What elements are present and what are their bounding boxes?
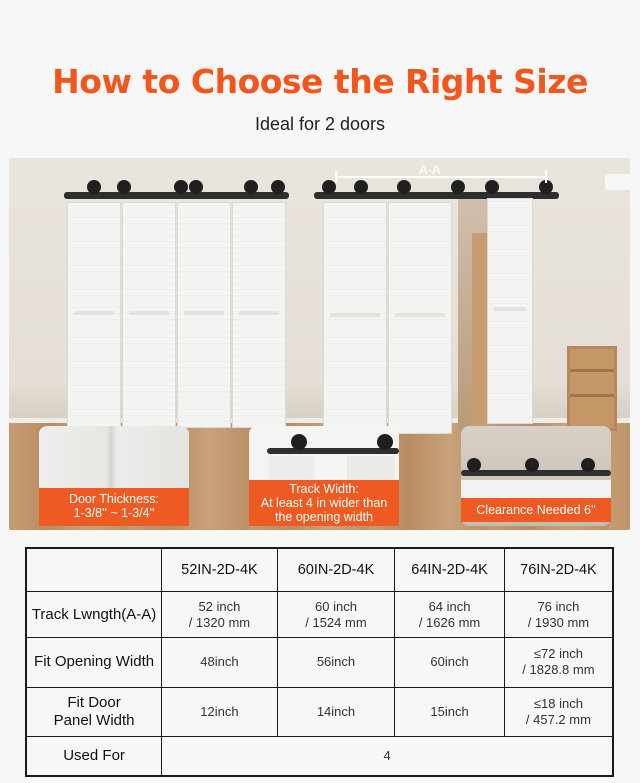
door-panel [323, 202, 387, 434]
barn-door-photo [9, 158, 630, 530]
table-cell: 64 inch / 1626 mm [395, 591, 505, 637]
table-header-cell: 64IN-2D-4K [395, 548, 505, 591]
row-label: Track Lwngth(A-A) [26, 591, 162, 637]
table-header-cell: 52IN-2D-4K [162, 548, 278, 591]
row-label: Fit Door Panel Width [26, 687, 162, 736]
door-panel [487, 198, 533, 424]
table-cell: 15inch [395, 687, 505, 736]
air-conditioner [605, 174, 630, 190]
track-width-callout: Track Width: At least 4 in wider than the opening width [249, 480, 399, 526]
door-panel [388, 202, 452, 434]
page-title: How to Choose the Right Size [52, 62, 588, 101]
table-cell: 12inch [162, 687, 278, 736]
table-cell: 52 inch / 1320 mm [162, 591, 278, 637]
row-label: Fit Opening Width [26, 638, 162, 687]
table-row [26, 591, 613, 637]
table-cell: 48inch [162, 638, 278, 687]
page-subtitle: Ideal for 2 doors [254, 114, 386, 134]
table-row [26, 638, 613, 687]
door-panel [67, 202, 121, 428]
wooden-shelf [567, 346, 617, 431]
door-panel [177, 202, 231, 428]
table-cell: 14inch [277, 687, 395, 736]
clearance-callout: Clearance Needed 6'' [461, 498, 611, 522]
door-panel [232, 202, 286, 428]
table-cell: 4 [162, 737, 613, 776]
door-thickness-callout: Door Thickness: 1-3/8'' ~ 1-3/4'' [39, 488, 189, 526]
table-header-cell [26, 548, 162, 591]
table-cell: 60inch [395, 638, 505, 687]
table-cell: 56inch [277, 638, 395, 687]
table-row [26, 687, 613, 736]
dimension-line [336, 176, 546, 178]
table-row [26, 737, 613, 776]
table-header-row [26, 548, 613, 591]
door-panel [122, 202, 176, 428]
table-header-cell: 60IN-2D-4K [277, 548, 395, 591]
table-cell: 60 inch / 1524 mm [277, 591, 395, 637]
table-cell: 76 inch / 1930 mm [504, 591, 613, 637]
dimension-label: A-A [419, 162, 441, 177]
table-cell: ≤72 inch / 1828.8 mm [504, 638, 613, 687]
row-label: Used For [26, 737, 162, 776]
table-header-cell: 76IN-2D-4K [504, 548, 613, 591]
size-table [25, 547, 614, 777]
table-cell: ≤18 inch / 457.2 mm [504, 687, 613, 736]
